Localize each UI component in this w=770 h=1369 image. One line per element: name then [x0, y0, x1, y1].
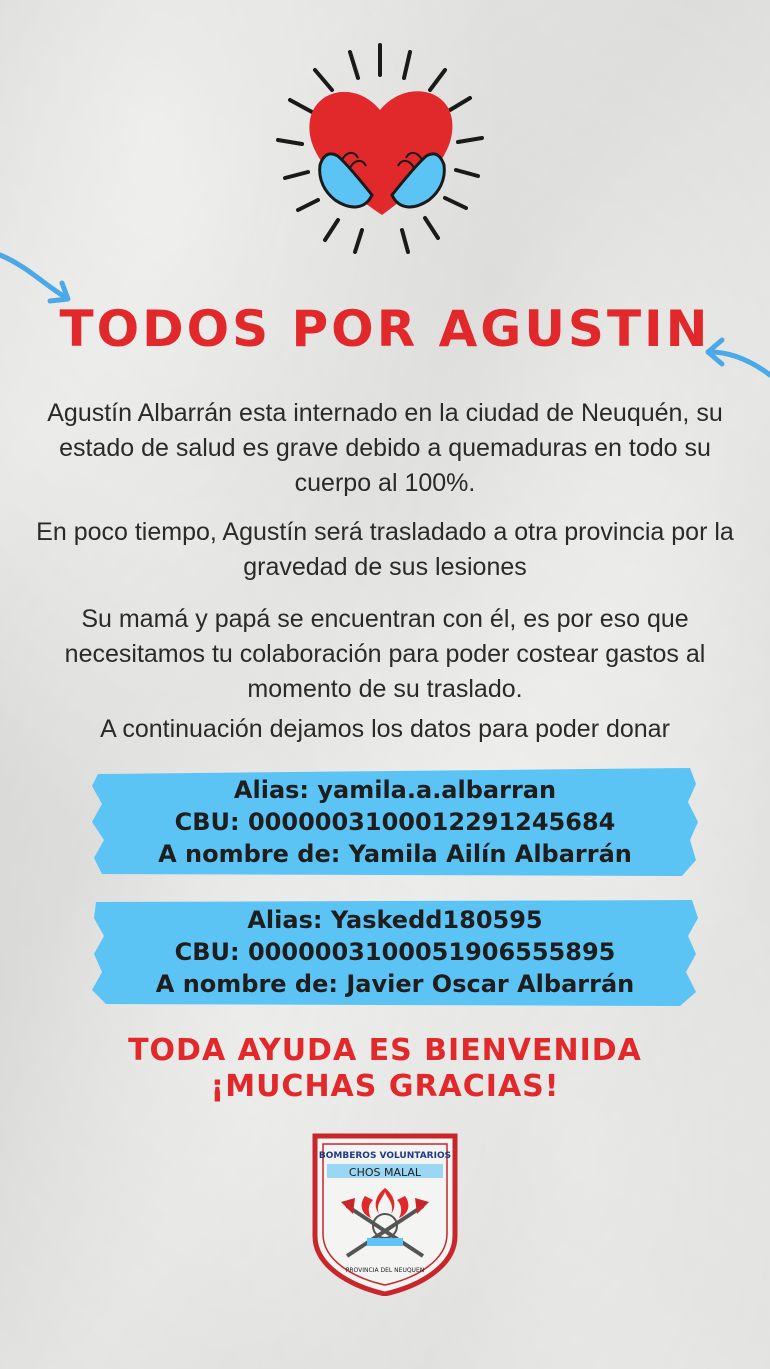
- heart-in-hands-icon: [270, 40, 500, 260]
- account-card-1: [92, 766, 698, 878]
- paragraph-collaboration: Su mamá y papá se encuentran con él, es por eso que necesitamos tu colaboración para poder costear gastos al momento de su traslado.: [64, 605, 706, 703]
- paragraph-situation: Agustín Albarrán esta internado en la ciudad de Neuquén, su estado de salud es grave debido a quemaduras en todo su cuerpo al 100%.: [47, 399, 723, 497]
- account-2-owner: A nombre de: Javier Oscar Albarrán: [155, 970, 635, 998]
- firefighters-badge-icon: [305, 1126, 465, 1296]
- page-title: TODOS POR AGUSTIN: [59, 300, 711, 358]
- account-1-alias: Alias: yamila.a.albarran: [233, 776, 557, 804]
- badge-city-text: CHOS MALAL: [348, 1166, 422, 1179]
- account-1-owner: A nombre de: Yamila Ailín Albarrán: [158, 840, 632, 868]
- closing-thanks-text: ¡MUCHAS GRACIAS!: [210, 1069, 560, 1104]
- account-card-2: [92, 896, 698, 1008]
- account-2-alias: Alias: Yaskedd180595: [247, 906, 543, 934]
- paragraph-transfer: En poco tiempo, Agustín será trasladado a otra provincia por la gravedad de sus lesiones: [36, 518, 734, 581]
- closing-welcome-text: TODA AYUDA ES BIENVENIDA: [128, 1033, 642, 1068]
- paragraph-donate-intro: A continuación dejamos los datos para poder donar: [100, 715, 670, 743]
- account-2-cbu: CBU: 0000003100051906555895: [174, 938, 616, 966]
- account-1-cbu: CBU: 0000003100012291245684: [174, 808, 616, 836]
- badge-top-text: BOMBEROS VOLUNTARIOS: [318, 1151, 452, 1161]
- badge-bottom-text: PROVINCIA DEL NEUQUEN: [345, 1267, 425, 1274]
